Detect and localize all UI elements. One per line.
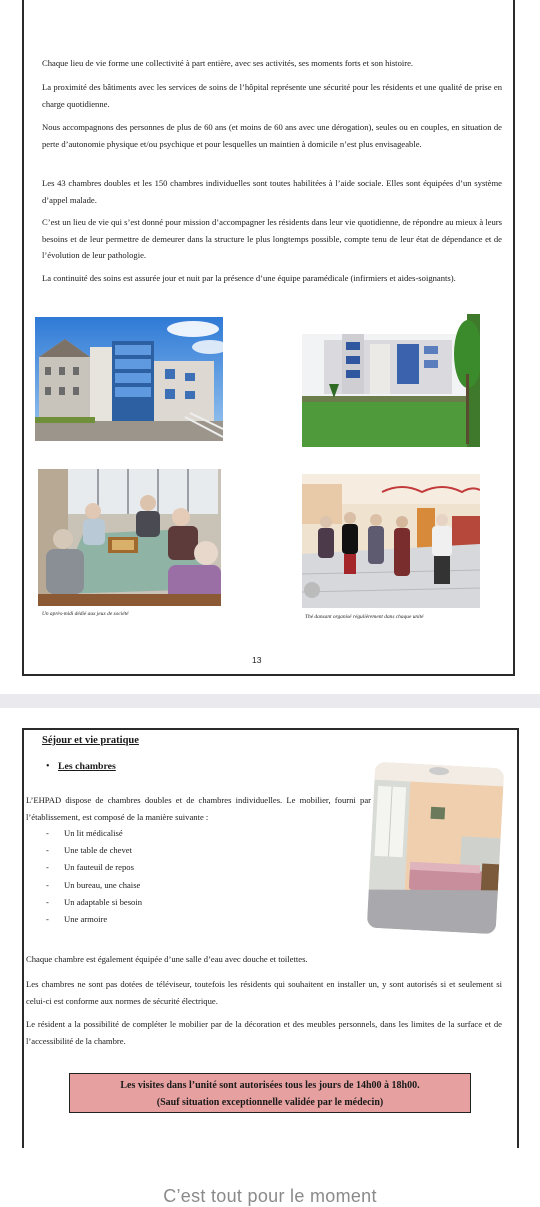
page-number: 13 bbox=[252, 655, 262, 665]
bullet-icon: • bbox=[46, 761, 50, 772]
caption-board-games: Un après-midi dédié aux jeux de société bbox=[42, 611, 129, 617]
visiting-hours-notice bbox=[69, 1073, 471, 1113]
paragraph-proximite: La proximité des bâtiments avec les services de soins de l’hôpital représente une sécurité pour les résidents et une qualité de prise en charge quotidienne. bbox=[42, 82, 502, 109]
visiting-hours-line: Les visites dans l’unité sont autorisées tous les jours de 14h00 à 18h00. bbox=[120, 1080, 420, 1091]
paragraph-mission: C’est un lieu de vie qui s’est donné pour mission d’accompagner les résidents dans leur vie quotidienne, de répondre au mieux à leurs besoins et de leur permettre de demeurer dans la structure le plus longtemps possible, compte tenu de leur état de dépendance et de l’évolution de leur pathologie. bbox=[42, 217, 502, 260]
list-item: - Une armoire bbox=[46, 914, 108, 925]
paragraph-collectivite: Chaque lieu de vie forme une collectivité à part entière, avec ses activités, ses moments forts et son histoire. bbox=[42, 58, 414, 68]
subsection-title: Les chambres bbox=[58, 761, 116, 772]
paragraph-continuite-soins: La continuité des soins est assurée jour et nuit par la présence d’une équipe paramédicale (infirmiers et aides-soignants). bbox=[42, 273, 456, 283]
paragraph-salle-eau: Chaque chambre est également équipée d’une salle d’eau avec douche et toilettes. bbox=[26, 954, 308, 964]
paragraph-accompagnement: Nous accompagnons des personnes de plus de 60 ans (et moins de 60 ans avec une dérogation), seules ou en couples, en situation de perte d’autonomie physique et/ou psychique et pour lesquelles un maintien à domicile n’est plus envisageable. bbox=[42, 122, 502, 149]
caption-tea-dance: Thé dansant organisé régulièrement dans chaque unité bbox=[305, 614, 424, 620]
paragraph-televiseur: Les chambres ne sont pas dotées de téléviseur, toutefois les résidents qui souhaitent en installer un, y sont autorisés si et seulement si celui-ci est conforme aux normes de sécurité électrique. bbox=[26, 979, 502, 1006]
list-item: - Une table de chevet bbox=[46, 845, 132, 856]
list-item: - Un bureau, une chaise bbox=[46, 879, 141, 890]
paragraph-chambres-aide-sociale: Les 43 chambres doubles et les 150 chambres individuelles sont toutes habilitées à l’aide sociale. Elles sont équipées d’un système d’appel malade. bbox=[42, 178, 502, 205]
room-photo bbox=[367, 762, 505, 935]
paragraph-intro-mobilier: L’EHPAD dispose de chambres doubles et de chambres individuelles. Le mobilier, fourni par l’établissement, est composé de la manière suivante : bbox=[26, 795, 371, 822]
building-lawn-photo-right bbox=[302, 314, 480, 447]
building-photo-left bbox=[35, 317, 223, 441]
board-games-photo bbox=[38, 469, 221, 606]
paragraph-mobilier-personnel: Le résident a la possibilité de compléter le mobilier par de la décoration et des meubles personnels, dans les limites de la surface et de l’accessibilité de la chambre. bbox=[26, 1019, 502, 1046]
visiting-hours-exception: (Sauf situation exceptionnelle validée par le médecin) bbox=[156, 1097, 384, 1108]
furniture-list bbox=[46, 825, 142, 928]
list-item: - Un adaptable si besoin bbox=[46, 896, 143, 907]
tea-dance-photo bbox=[302, 474, 480, 608]
list-item: - Un fauteuil de repos bbox=[46, 862, 134, 873]
section-title: Séjour et vie pratique bbox=[42, 735, 139, 746]
end-of-feed-message: C’est tout pour le moment bbox=[163, 1186, 377, 1206]
list-item: - Un lit médicalisé bbox=[46, 828, 123, 838]
page-separator bbox=[0, 694, 540, 708]
document-page-14 bbox=[0, 708, 540, 1200]
